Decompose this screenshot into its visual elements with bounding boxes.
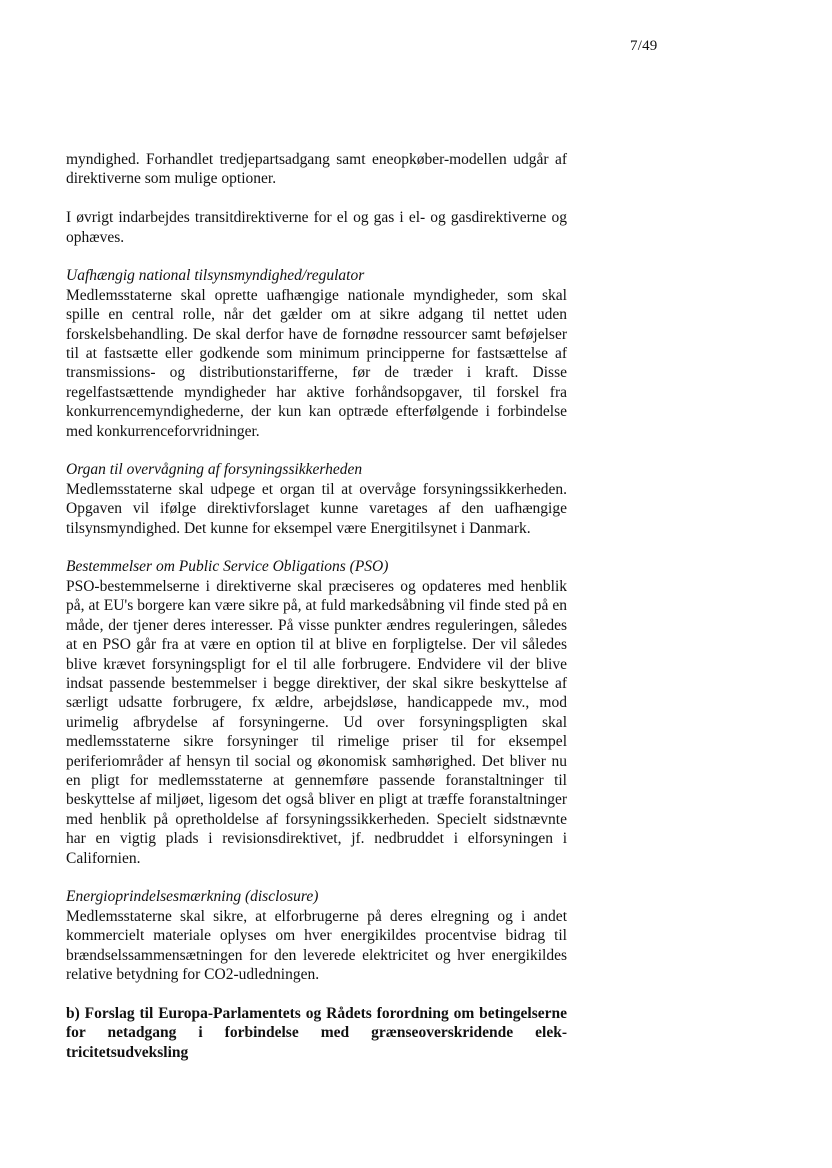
section-regulator	[66, 266, 567, 441]
section-body: Medlemsstaterne skal oprette uafhængige nationale myndigheder, som skal spille en central rolle, når det gælder om at sikre adgang til nettet uden forskelsbehandling. De skal derfor have de fornødne ressourcer samt beføjelser til at fastsætte eller godkende som minimum principperne for fastsættelse af transmissions- og distributionstarifferne, før de træder i kraft. Disse regelfastsættende myndigheder har aktive forhåndsopgaver, til forskel fra konkurrencemyndighederne, der kun kan optræde efterfølgende i forbindelse med konkurrenceforvridninger.	[66, 286, 567, 440]
section-body: Medlemsstaterne skal udpege et organ til at overvåge forsyningssikkerheden. Opgaven vil ifølge direktivforslaget kunne varetages af den uafhængige tilsynsmyndighed. Det kunne for eksempel være Energitilsynet i Danmark.	[66, 480, 567, 537]
section-disclosure	[66, 887, 567, 984]
paragraph-continuation: myndighed. Forhandlet tredjepartsadgang samt eneopkøber-modellen udgår af direktiverne som mulige optioner.	[66, 151, 567, 188]
section-pso	[66, 557, 567, 868]
section-supply-security	[66, 460, 567, 538]
section-title: Energioprindelsesmærkning (disclosure)	[66, 888, 319, 906]
section-body: PSO-bestemmelserne i direktiverne skal præciseres og opdateres med henblik på, at EU's borgere kan være sikre på, at fuld markedsåbning vil finde sted på en måde, der tjener deres interesser. På visse punkter ændres reguleringen, således at en PSO går fra at være en option til at blive en forpligtelse. Der vil således blive krævet forsyningspligt for el til alle forbrugere. Endvidere vil der blive indsat passende bestemmelser i begge direktiver, der skal sikre beskyttelse af særligt udsatte forbrugere, fx ældre, arbejdsløse, handicappede mv., mod urimelig afbrydelse af forsyningerne. Ud over forsyningspligten skal medlemsstaterne sikre forsyninger til rimelige priser til for eksempel periferiområder af hensyn til social og økonomisk samhørighed. Det bliver nu en pligt for medlemsstaterne at gennemføre passende foranstaltninger til beskyttelse af miljøet, ligesom det også bliver en pligt at træffe foranstaltninger med henblik på opretholdelse af forsyningssikkerheden. Specielt sidstnævnte har en vigtig plads i revisionsdirektivet, jf. nedbruddet i elforsyningen i Californien.	[66, 577, 567, 867]
section-body: Medlemsstaterne skal sikre, at elforbrugerne på deres elregning og i andet kommercielt materiale oplyses om hver energikildes procentvise bidrag til brændselssammensætningen for den leverede elektricitet og hver energikildes relative betydning for CO2-udledningen.	[66, 907, 567, 983]
document-body	[66, 150, 567, 1062]
section-title: Organ til overvågning af forsyningssikkerheden	[66, 461, 363, 479]
heading-b: b) Forslag til Europa-Parlamentets og Rådets forordning om betingelserne for netadgang i forbindelse med grænseoverskridende elektricitetsudveksling	[66, 1004, 567, 1061]
section-title: Bestemmelser om Public Service Obligations (PSO)	[66, 558, 389, 576]
paragraph-transit-directives: I øvrigt indarbejdes transitdirektiverne for el og gas i el- og gasdirektiverne og ophæves.	[66, 209, 567, 246]
section-title: Uafhængig national tilsynsmyndighed/regulator	[66, 267, 365, 285]
page-number: 7/49	[630, 38, 658, 54]
